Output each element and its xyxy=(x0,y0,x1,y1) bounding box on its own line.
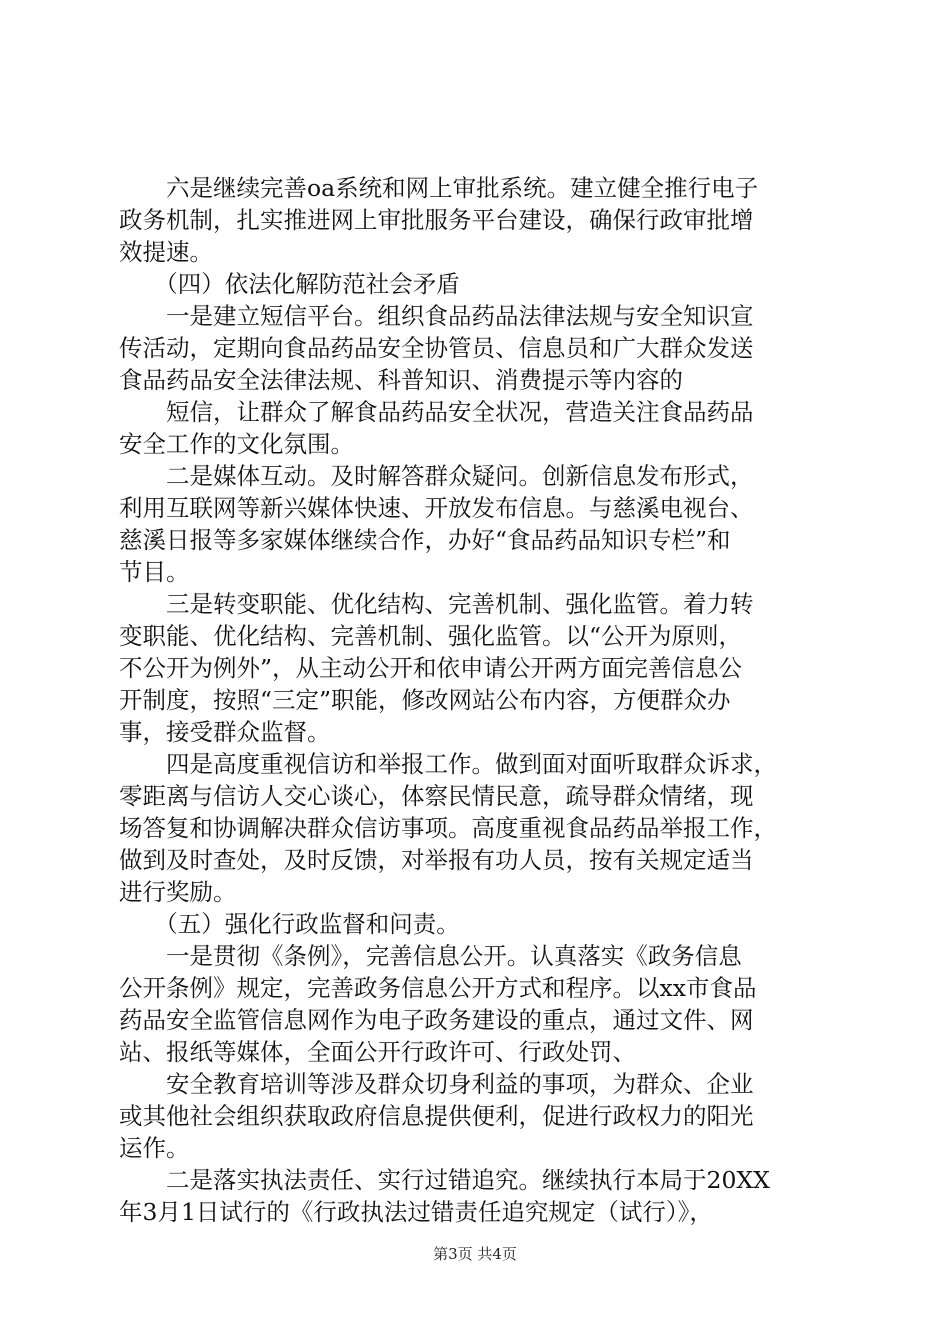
text-line: 三是转变职能、优化结构、完善机制、强化监管。着力转 xyxy=(119,590,754,618)
text-line: 或其他社会组织获取政府信息提供便利，促进行政权力的阳光 xyxy=(119,1102,754,1130)
text-line: 不公开为例外”，从主动公开和依申请公开两方面完善信息公 xyxy=(119,654,743,682)
text-line: 一是贯彻《条例》，完善信息公开。认真落实《政务信息 xyxy=(119,942,742,970)
text-line: 效提速。 xyxy=(119,238,213,266)
text-line: 进行奖励。 xyxy=(119,878,237,906)
text-line: 二是落实执法责任、实行过错追究。继续执行本局于20XX xyxy=(119,1166,770,1194)
text-line: 运作。 xyxy=(119,1134,190,1162)
text-line: 场答复和协调解决群众信访事项。高度重视食品药品举报工作， xyxy=(119,814,777,842)
page-footer xyxy=(0,1244,950,1264)
text-line: 四是高度重视信访和举报工作。做到面对面听取群众诉求， xyxy=(119,750,777,778)
text-line: 政务机制，扎实推进网上审批服务平台建设，确保行政审批增 xyxy=(119,206,754,234)
text-line: 事，接受群众监督。 xyxy=(119,718,331,746)
text-line: 安全教育培训等涉及群众切身利益的事项，为群众、企业 xyxy=(119,1070,754,1098)
text-line: 传活动，定期向食品药品安全协管员、信息员和广大群众发送 xyxy=(119,334,754,362)
page-number: 第3页 共4页 xyxy=(433,1245,517,1263)
section-heading: （四）依法化解防范社会矛盾 xyxy=(119,270,460,298)
text-line: 公开条例》规定，完善政务信息公开方式和程序。以xx市食品 xyxy=(119,974,757,1002)
text-line: 二是媒体互动。及时解答群众疑问。创新信息发布形式， xyxy=(119,462,754,490)
text-line: 药品安全监管信息网作为电子政务建设的重点，通过文件、网 xyxy=(119,1006,754,1034)
text-line: 零距离与信访人交心谈心，体察民情民意，疏导群众情绪，现 xyxy=(119,782,754,810)
section-heading: （五）强化行政监督和问责。 xyxy=(119,910,460,938)
text-line: 开制度，按照“三定”职能，修改网站公布内容，方便群众办 xyxy=(119,686,731,714)
text-line: 慈溪日报等多家媒体继续合作，办好“食品药品知识专栏”和 xyxy=(119,526,731,554)
text-line: 六是继续完善oa系统和网上审批系统。建立健全推行电子 xyxy=(119,174,759,202)
text-line: 节目。 xyxy=(119,558,190,586)
text-line: 年3月1日试行的《行政执法过错责任追究规定（试行）》， xyxy=(119,1198,713,1226)
text-line: 做到及时查处，及时反馈，对举报有功人员，按有关规定适当 xyxy=(119,846,754,874)
document-body xyxy=(119,172,839,1228)
text-line: 变职能、优化结构、完善机制、强化监管。以“公开为原则， xyxy=(119,622,743,650)
text-line: 安全工作的文化氛围。 xyxy=(119,430,354,458)
text-line: 利用互联网等新兴媒体快速、开放发布信息。与慈溪电视台、 xyxy=(119,494,754,522)
text-line: 一是建立短信平台。组织食品药品法律法规与安全知识宣 xyxy=(119,302,754,330)
text-line: 食品药品安全法律法规、科普知识、消费提示等内容的 xyxy=(119,366,683,394)
text-line: 短信，让群众了解食品药品安全状况，营造关注食品药品 xyxy=(119,398,754,426)
text-line: 站、报纸等媒体，全面公开行政许可、行政处罚、 xyxy=(119,1038,636,1066)
